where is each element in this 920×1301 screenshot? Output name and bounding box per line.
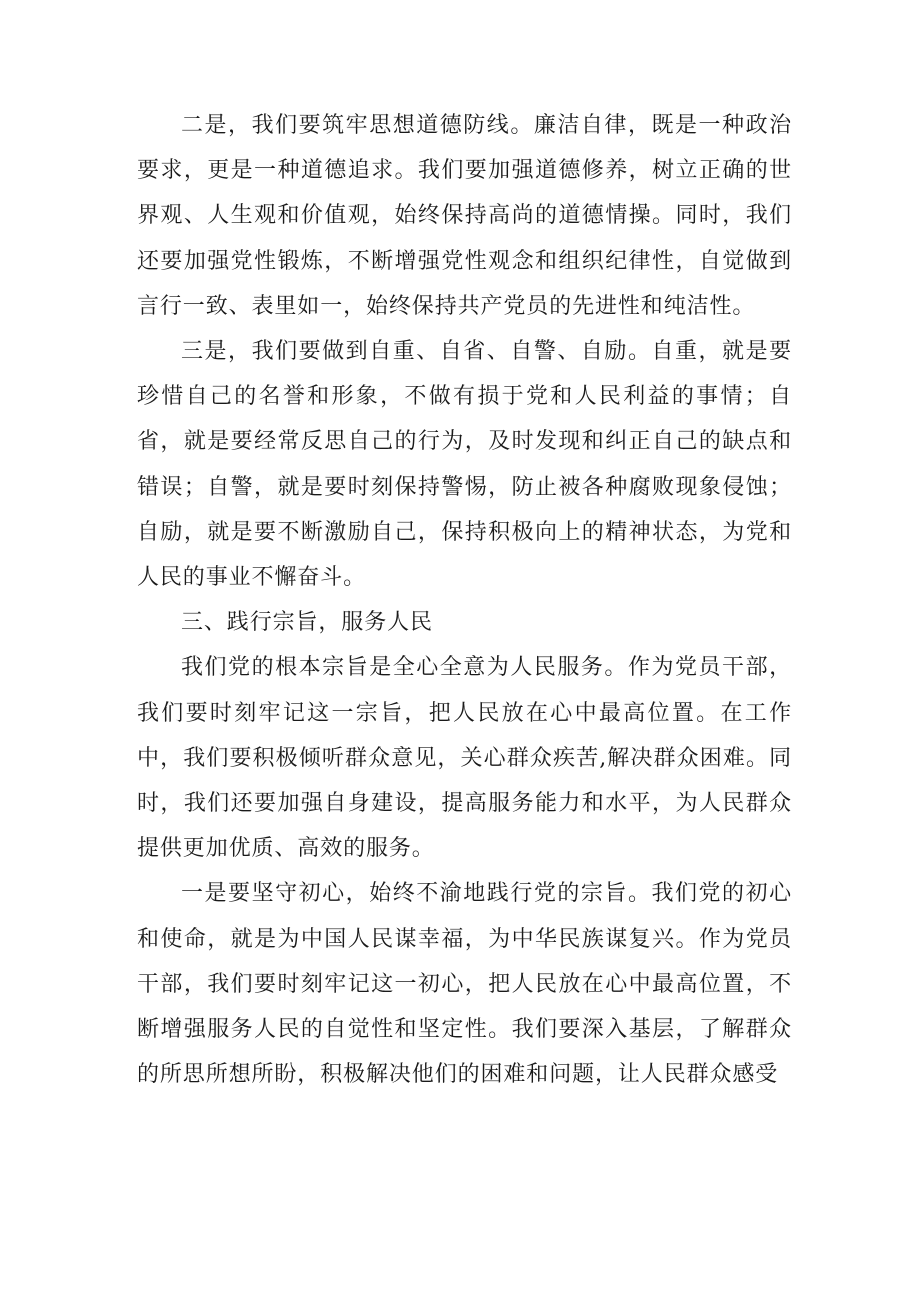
paragraph-integrity-line: 二是，我们要筑牢思想道德防线。廉洁自律，既是一种政治要求，更是一种道德追求。我们要加强道德修养，树立正确的世界观、人生观和价值观，始终保持高尚的道德情操。同时，我们还要加强党性锻炼，不断增强党性观念和组织纪律性，自觉做到言行一致、表里如一，始终保持共产党员的先进性和纯洁性。	[137, 113, 792, 319]
document-body	[137, 103, 792, 1097]
paragraph-original-aspiration: 一是要坚守初心，始终不渝地践行党的宗旨。我们党的初心和使命，就是为中国人民谋幸福，为中华民族谋复兴。作为党员干部，我们要时刻牢记这一初心，把人民放在心中最高位置，不断增强服务人民的自觉性和坚定性。我们要深入基层，了解群众的所思所想所盼，积极解决他们的困难和问题，让人民群众感受	[137, 881, 792, 1088]
paragraph-fundamental-purpose: 我们党的根本宗旨是全心全意为人民服务。作为党员干部，我们要时刻牢记这一宗旨，把人民放在心中最高位置。在工作中，我们要积极倾听群众意见，关心群众疾苦,解决群众困难。同时，我们还要加强自身建设，提高服务能力和水平，为人民群众提供更加优质、高效的服务。	[137, 655, 792, 862]
section-heading: 三、践行宗旨，服务人民	[181, 610, 433, 636]
paragraph-four-selves: 三是，我们要做到自重、自省、自警、自励。自重，就是要珍惜自己的名誉和形象，不做有损于党和人民利益的事情；自省，就是要经常反思自己的行为，及时发现和纠正自己的缺点和错误；自警，就是要时刻保持警惕，防止被各种腐败现象侵蚀；自励，就是要不断激励自己，保持积极向上的精神状态，为党和人民的事业不懈奋斗。	[137, 339, 792, 591]
